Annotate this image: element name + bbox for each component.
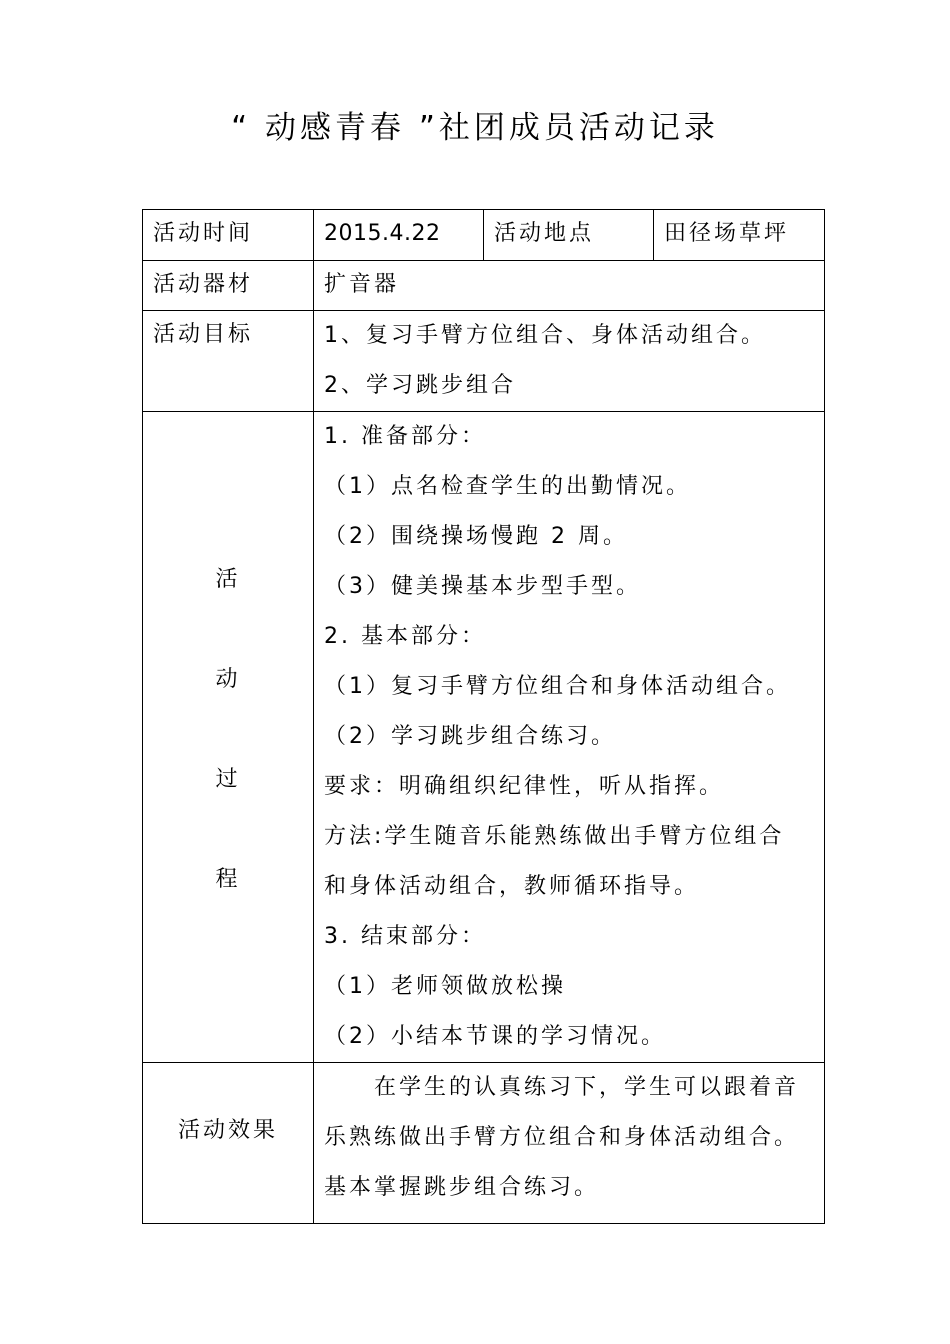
goal-label-cell (143, 311, 314, 412)
process-line: 2. 基本部分： (324, 624, 486, 649)
equipment-value: 扩音器 (324, 272, 400, 297)
process-line: （1）点名检查学生的出勤情况。 (324, 474, 691, 499)
process-line: （2）围绕操场慢跑 2 周。 (324, 524, 628, 549)
process-content-cell (314, 412, 825, 1063)
effect-label-cell (143, 1063, 314, 1224)
process-line: （2）学习跳步组合练习。 (324, 724, 616, 749)
process-line: 3. 结束部分： (324, 924, 486, 949)
effect-line: 在学生的认真练习下，学生可以跟着音 (324, 1075, 800, 1100)
effect-content-cell (314, 1063, 825, 1224)
row-process (143, 412, 825, 1063)
equipment-label: 活动器材 (153, 272, 254, 297)
place-label: 活动地点 (494, 221, 595, 246)
process-label-char: 动 (215, 667, 241, 692)
page-title: “ 动感青春 ”社团成员活动记录 (231, 110, 719, 146)
place-value: 田径场草坪 (664, 221, 790, 246)
effect-line: 乐熟练做出手臂方位组合和身体活动组合。 (324, 1125, 800, 1150)
equipment-label-cell (143, 261, 314, 311)
place-value-cell (654, 210, 825, 261)
time-label-cell (143, 210, 314, 261)
row-goals (143, 311, 825, 412)
goal-label: 活动目标 (153, 322, 254, 347)
process-label-char: 程 (215, 867, 241, 892)
goal-item: 2、学习跳步组合 (324, 373, 516, 398)
process-line: （2）小结本节课的学习情况。 (324, 1024, 666, 1049)
time-label: 活动时间 (153, 221, 254, 246)
equipment-value-cell (314, 261, 825, 311)
process-line: 1. 准备部分： (324, 424, 486, 449)
effect-lines (314, 1063, 824, 1213)
goal-item: 1、复习手臂方位组合、身体活动组合。 (324, 323, 766, 348)
row-effect (143, 1063, 825, 1224)
process-label-char: 过 (215, 767, 241, 792)
time-value-cell (314, 210, 484, 261)
process-line: 方法:学生随音乐能熟练做出手臂方位组合 (324, 824, 785, 849)
process-line: 要求：明确组织纪律性，听从指挥。 (324, 774, 725, 799)
process-line: （1）复习手臂方位组合和身体活动组合。 (324, 674, 791, 699)
effect-label: 活动效果 (177, 1117, 278, 1143)
effect-line: 基本掌握跳步组合练习。 (324, 1175, 600, 1200)
goal-list (314, 311, 824, 411)
process-line: 和身体活动组合，教师循环指导。 (324, 874, 700, 899)
process-line: （3）健美操基本步型手型。 (324, 574, 641, 599)
row-equipment (143, 261, 825, 311)
process-line: （1）老师领做放松操 (324, 974, 566, 999)
time-value: 2015.4.22 (324, 221, 441, 246)
process-label-cell (143, 412, 314, 1063)
goal-value-cell (314, 311, 825, 412)
process-label-char: 活 (215, 567, 241, 592)
place-label-cell (484, 210, 654, 261)
activity-record-table (142, 209, 825, 1224)
process-label (143, 412, 313, 955)
row-time-place (143, 210, 825, 261)
process-lines (314, 412, 824, 1062)
